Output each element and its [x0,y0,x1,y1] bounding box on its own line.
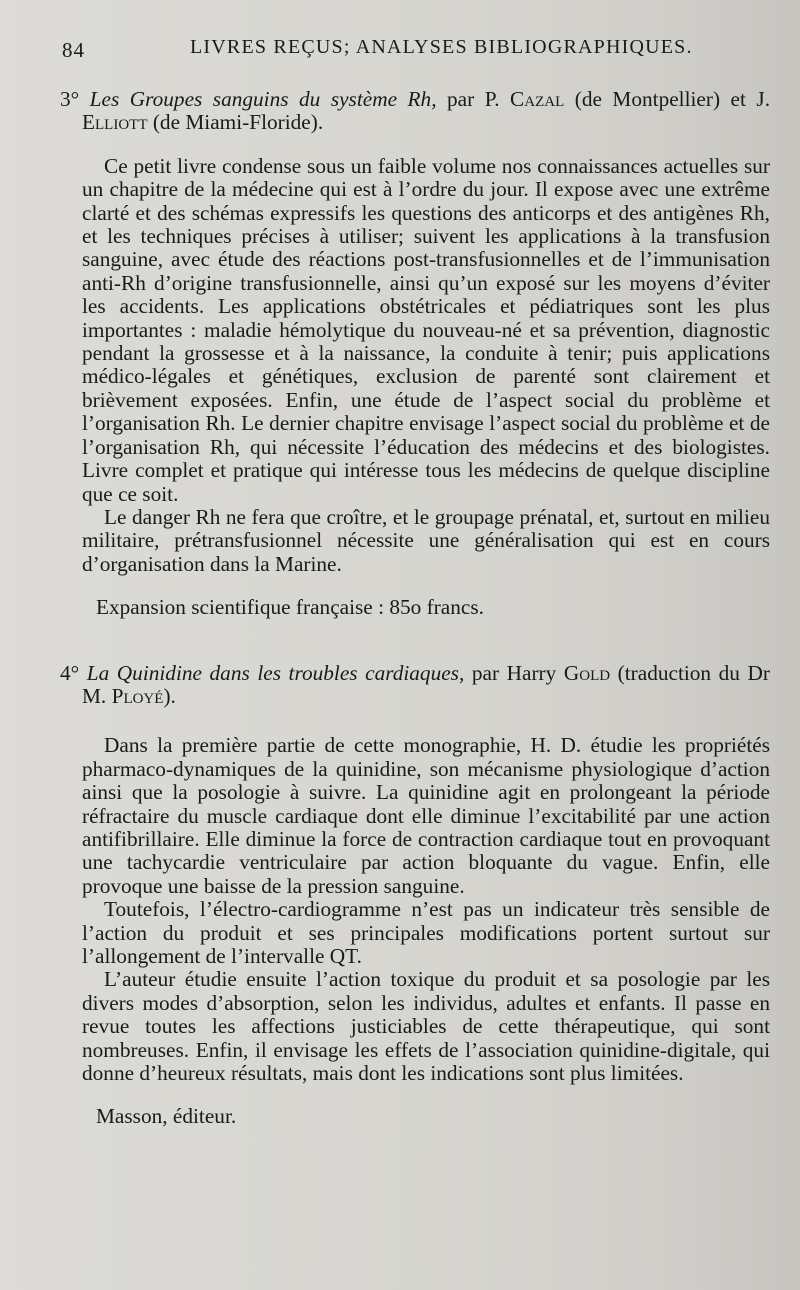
author-intro: par Harry [471,660,557,685]
book-title: Les Groupes sanguins du système Rh, [89,87,437,111]
entry-number: 3° [60,87,80,111]
review-paragraph: L’auteur étudie ensuite l’action toxique du produit et sa posologie par les divers modes d’absorption, selon les individus, adultes et enfants. Il passe en revue toutes les affections justiciables de cette thérapeutique, qui sont nombreuses. Enfin, il envisage les effets de l’association quinidine-digitale, qui donne d’heureux résultats, mais dont les indications sont plus limitées. [82,967,770,1086]
author-affiliation: (traduction du [617,660,740,685]
page-body [60,87,771,1129]
publisher-line: Expansion scientifique française : 85o francs. [96,595,484,620]
publisher-line: Masson, éditeur. [96,1104,237,1129]
author-name: Gold [563,660,611,685]
entry-heading-4 [60,660,770,709]
author-affiliation: (de Miami-Floride). [152,110,324,135]
translator-name: Ployé [111,683,164,708]
author-name: Cazal [510,87,565,111]
author-intro: par P. [447,87,500,111]
entry-heading-3 [60,87,771,135]
book-title: La Quinidine dans les troubles cardiaques, [86,660,465,685]
review-paragraph: Ce petit livre condense sous un faible volume nos connaissances actuelles sur un chapitre de la médecine qui est à l’ordre du jour. Il expose avec une extrême clarté et des schémas expressifs les questions des anticorps et des antigènes Rh, et les techniques précises à utiliser; suivent les applications à la transfusion sanguine, avec étude des réactions post-transfusionnelles et de l’immunisation anti-Rh d’origine transfusionnelle, ainsi qu’un exposé sur les moyens d’éviter les accidents. Les applications obstétricales et pédiatriques sont les plus importantes : maladie hémolytique du nouveau-né et sa prévention, diagnostic pendant la grossesse et à la naissance, la conduite à tenir; puis applications médico-légales et génétiques, exclusion de parenté sont clairement et brièvement exposées. Enfin, une étude de l’aspect social du problème et l’organisation Rh. Le dernier chapitre envisage l’aspect social du problème et de l’organisation Rh, qui nécessite l’éducation des médecins et des biologistes. Livre complet et pratique qui intéresse tous les médecins de quelque discipline que ce soit. [82,153,770,506]
author-affiliation: ). [163,683,176,708]
running-head: LIVRES REÇUS; ANALYSES BIBLIOGRAPHIQUES. [190,36,693,58]
review-paragraph: Le danger Rh ne fera que croître, et le groupage prénatal, et, surtout en milieu militaire, prétransfusionnel nécessite une généralisation qui est en cours d’organisation dans la Marine. [82,504,770,576]
translator-prefix: Dr M. [82,660,770,708]
entry-number: 4° [60,660,80,685]
author-affiliation: (de Montpellier) et J. [574,87,771,111]
page-number: 84 [62,38,85,62]
page-header [62,30,760,70]
review-paragraph: Dans la première partie de cette monographie, H. D. étudie les propriétés pharmaco-dynamiques de la quinidine, son mécanisme physiologique d’action ainsi que la posologie à suivre. La quinidine agit en prolongeant la période réfractaire du muscle cardiaque dont elle diminue l’excitabilité par une action antifibrillaire. Elle diminue la force de contraction cardiaque tout en provoquant une tachycardie ventriculaire par action bloquante du vague. Enfin, elle provoque une baisse de la pression sanguine. [82,733,770,898]
review-paragraph: Toutefois, l’électro-cardiogramme n’est pas un indicateur très sensible de l’action du produit et ses principales modifications portent surtout sur l’allongement de l’intervalle QT. [82,897,770,968]
author-name: Elliott [82,110,148,135]
